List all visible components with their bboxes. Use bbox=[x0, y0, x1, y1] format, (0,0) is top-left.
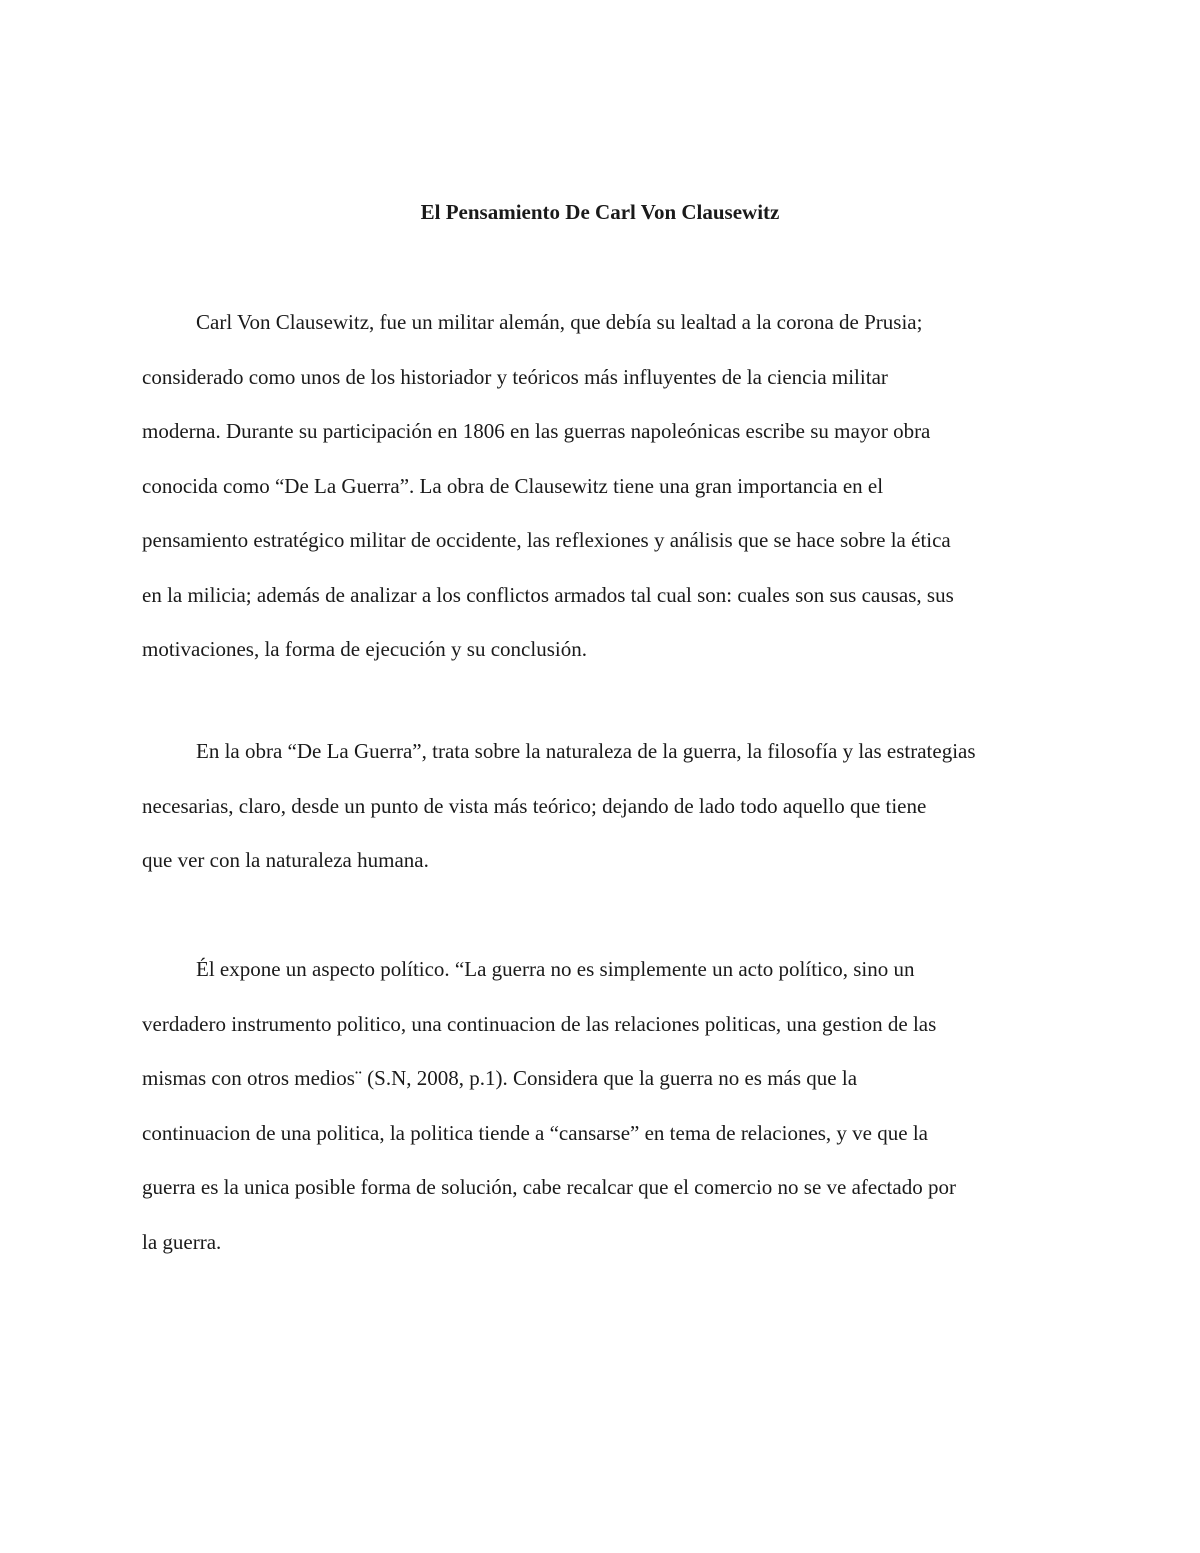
paragraph-line: motivaciones, la forma de ejecución y su conclusión. bbox=[142, 637, 587, 661]
paragraph-2 bbox=[142, 724, 1062, 888]
paragraph-line: Carl Von Clausewitz, fue un militar alemán, que debía su lealtad a la corona de Prusia; bbox=[196, 310, 923, 334]
paragraph-line: necesarias, claro, desde un punto de vista más teórico; dejando de lado todo aquello que tiene bbox=[142, 793, 927, 818]
paragraph-line: en la milicia; además de analizar a los conflictos armados tal cual son: cuales son sus causas, sus bbox=[142, 582, 954, 607]
paragraph-line: conocida como “De La Guerra”. La obra de Clausewitz tiene una gran importancia en el bbox=[142, 473, 884, 498]
paragraph-line: continuacion de una politica, la politica tiende a “cansarse” en tema de relaciones, y ve que la bbox=[142, 1120, 928, 1145]
paragraph-3 bbox=[142, 942, 1062, 1269]
paragraph-line: mismas con otros medios¨ (S.N, 2008, p.1). Considera que la guerra no es más que la bbox=[142, 1066, 858, 1090]
document-title: El Pensamiento De Carl Von Clausewitz bbox=[420, 200, 780, 224]
paragraph-line: moderna. Durante su participación en 1806 en las guerras napoleónicas escribe su mayor obra bbox=[142, 419, 931, 443]
paragraph-line: la guerra. bbox=[142, 1229, 222, 1254]
paragraph-line: considerado como unos de los historiador y teóricos más influyentes de la ciencia militar bbox=[142, 364, 888, 389]
paragraph-line: pensamiento estratégico militar de occidente, las reflexiones y análisis que se hace sobre la ética bbox=[142, 528, 951, 552]
paragraph-1 bbox=[142, 295, 1062, 677]
paragraph-line: Él expone un aspecto político. “La guerra no es simplemente un acto político, sino un bbox=[196, 957, 915, 981]
paragraph-line: En la obra “De La Guerra”, trata sobre la naturaleza de la guerra, la filosofía y las estrategias bbox=[196, 739, 976, 763]
paragraph-line: verdadero instrumento politico, una continuacion de las relaciones politicas, una gestion de las bbox=[142, 1011, 937, 1036]
paragraph-line: que ver con la naturaleza humana. bbox=[142, 848, 429, 872]
paragraph-line: guerra es la unica posible forma de solución, cabe recalcar que el comercio no se ve afectado por bbox=[142, 1175, 956, 1199]
